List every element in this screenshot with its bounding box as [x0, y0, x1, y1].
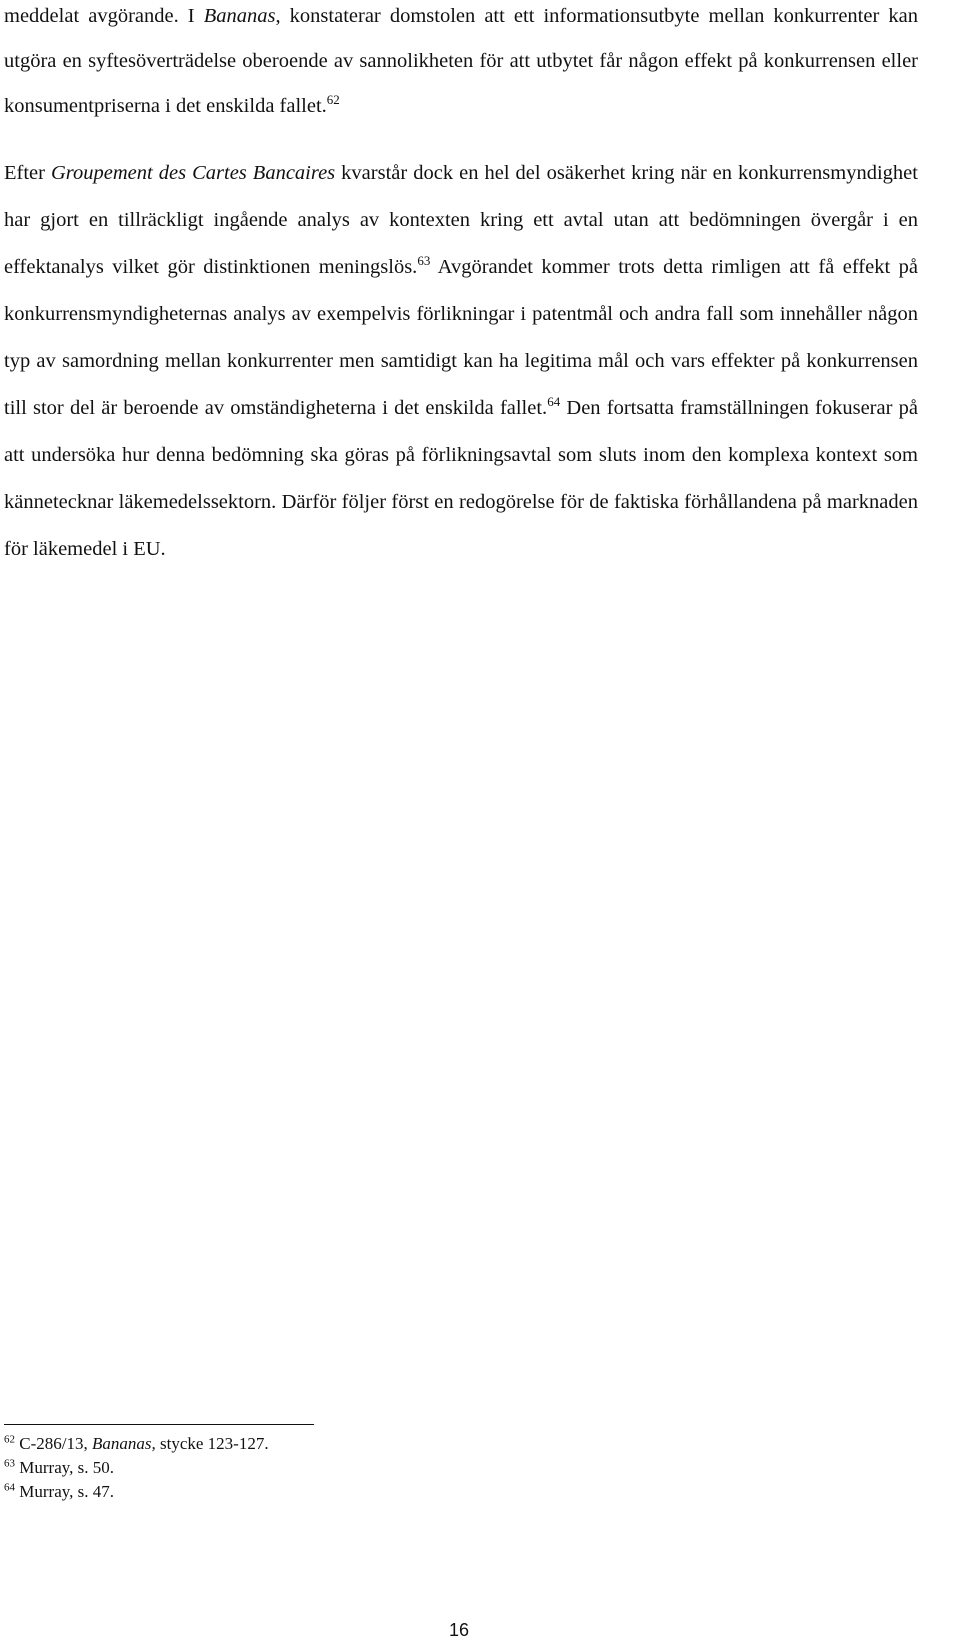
- footnotes: [4, 1432, 904, 1504]
- paragraph-cartes-bancaires: [4, 150, 918, 573]
- footnote-text: C-286/13,: [19, 1434, 92, 1453]
- footnote-ref-64[interactable]: 64: [547, 394, 561, 410]
- paragraph-text: kvarstår dock en hel del osäkerhet kring när en konkurrensmyndighet har gjort en tillräckligt ingående analys av kontexten kring ett avtal utan att bedömningen övergår i en effektanalys vilket gör distinktionen meningslös.: [4, 162, 918, 278]
- paragraph-text: Den fortsatta framställningen fokuserar på att undersöka hur denna bedömning ska göras på förlikningsavtal som sluts inom den komplexa kontext som kännetecknar läkemedelssektorn. Därför följer först en redogörelse för de faktiska förhållandena på marknaden för läkemedel i EU.: [4, 397, 919, 560]
- paragraph-text: meddelat avgörande. I: [4, 5, 204, 27]
- case-name-bananas: Bananas: [203, 5, 276, 27]
- paragraph-text: Efter: [4, 162, 51, 184]
- footnote-separator: [4, 1424, 314, 1425]
- paragraph-bananas: [4, 0, 918, 129]
- footnote-text: stycke 123-127.: [155, 1434, 269, 1453]
- footnote-ref-62[interactable]: 62: [326, 92, 340, 108]
- footnote-number: 64: [4, 1481, 15, 1494]
- footnote-italic: Bananas,: [91, 1434, 156, 1453]
- footnote-62: [4, 1432, 904, 1456]
- paragraph-text: , konstaterar domstolen att ett informationsutbyte mellan konkurrenter kan utgöra en syftesöverträdelse oberoende av sannolikheten för att utbytet får någon effekt på konkurrensen eller konsumentpriserna i det enskilda fallet.: [4, 5, 918, 117]
- footnote-text: Murray, s. 50.: [19, 1458, 114, 1477]
- footnote-63: [4, 1456, 904, 1480]
- footnote-ref-63[interactable]: 63: [417, 253, 431, 269]
- footnote-text: Murray, s. 47.: [19, 1482, 114, 1501]
- footnote-number: 62: [4, 1433, 15, 1446]
- footnote-64: [4, 1480, 904, 1504]
- footnote-number: 63: [4, 1457, 15, 1470]
- case-name-cartes-bancaires: Groupement des Cartes Bancaires: [51, 162, 336, 184]
- paragraph-text: Avgörandet kommer trots detta rimligen att få effekt på konkurrensmyndigheternas analys av exempelvis förlikningar i patentmål och andra fall som innehåller någon typ av samordning mellan konkurrenter men samtidigt kan ha legitima mål och vars effekter på konkurrensen till stor del är beroende av omständigheterna i det enskilda fallet.: [4, 256, 918, 419]
- page-number: 16: [448, 1620, 470, 1640]
